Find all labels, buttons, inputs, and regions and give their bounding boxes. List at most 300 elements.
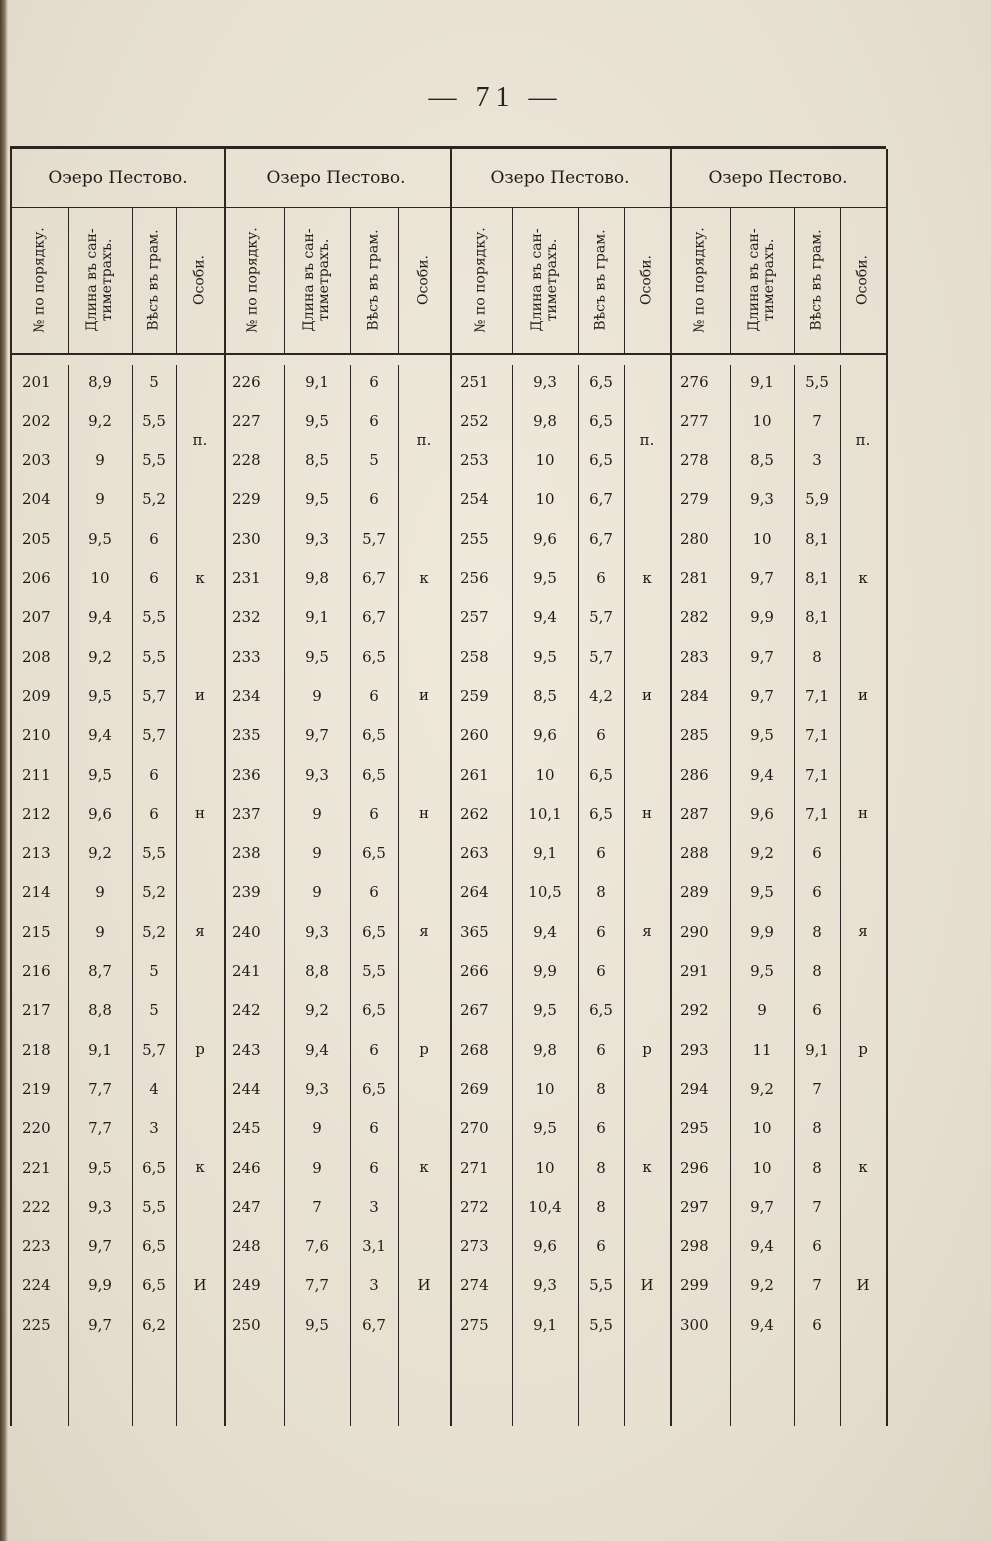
row-number: 231	[232, 569, 261, 587]
row-number: 289	[680, 883, 709, 902]
row-number: 295	[680, 1119, 709, 1138]
row-number: 292	[680, 1001, 709, 1020]
length-value: 9,2	[88, 647, 112, 666]
row-number: 284	[680, 686, 709, 705]
weight-value: 6,7	[362, 1315, 386, 1334]
weight-value: 8	[812, 647, 822, 666]
row-number: 243	[232, 1040, 261, 1059]
length-value: 10	[535, 765, 555, 784]
weight-value: 5,5	[142, 411, 166, 430]
column-header	[624, 207, 670, 353]
row-number: 274	[460, 1276, 489, 1295]
weight-value: 6	[369, 490, 379, 509]
row-number: 287	[680, 804, 709, 823]
weight-value: 5,5	[142, 1197, 166, 1216]
length-value: 9	[95, 883, 105, 902]
length-value: 10	[752, 529, 772, 548]
length-value: 8,9	[88, 372, 112, 391]
length-value: 9,5	[533, 569, 557, 587]
row-number: 365	[460, 922, 489, 941]
length-value: 10,1	[528, 804, 562, 823]
row-number: 226	[232, 372, 261, 391]
column-header-label: Особи.	[854, 255, 871, 305]
length-value: 9,8	[533, 1040, 557, 1059]
length-value: 9,7	[305, 726, 329, 745]
length-value: 9,2	[88, 411, 112, 430]
length-value: 9,4	[750, 1315, 774, 1334]
weight-value: 6	[369, 686, 379, 705]
weight-value: 5,7	[362, 529, 386, 548]
weight-value: 7,1	[805, 726, 829, 745]
row-number: 214	[22, 883, 51, 902]
weight-value: 6	[812, 844, 822, 863]
length-value: 9,2	[750, 1276, 774, 1295]
weight-value: 6,5	[362, 726, 386, 745]
weight-value: 6,5	[362, 922, 386, 941]
group-title: Озеро Пестово.	[222, 149, 450, 208]
row-number: 242	[232, 1001, 261, 1020]
length-value: 9,1	[533, 844, 557, 863]
weight-value: 6	[149, 804, 159, 823]
weight-value: 6,5	[589, 451, 613, 470]
weight-value: 8	[596, 883, 606, 902]
length-value: 9	[312, 1119, 322, 1138]
weight-value: 6,5	[362, 1079, 386, 1098]
row-number: 240	[232, 922, 261, 941]
length-value: 9	[95, 490, 105, 509]
column-header-label: Длина въ сан-тиметрахъ.	[746, 228, 777, 332]
species-letter: И	[193, 1275, 207, 1294]
weight-value: 6,5	[362, 1001, 386, 1020]
row-number: 300	[680, 1315, 709, 1334]
length-value: 9,7	[750, 686, 774, 705]
species-letter: я	[642, 922, 652, 941]
length-value: 9,8	[533, 411, 557, 430]
group-title: Оэеро Пестово.	[12, 149, 224, 208]
weight-value: 7,1	[805, 765, 829, 784]
length-value: 9	[312, 883, 322, 902]
length-value: 9,5	[305, 411, 329, 430]
row-number: 204	[22, 490, 51, 509]
weight-value: 5,5	[142, 647, 166, 666]
column-header-label: Особи.	[191, 255, 208, 305]
row-number: 213	[22, 844, 51, 863]
length-value: 9,5	[305, 1315, 329, 1334]
column-header	[350, 207, 399, 353]
row-number: 260	[460, 726, 489, 745]
row-number: 263	[460, 844, 489, 863]
weight-value: 6,5	[589, 765, 613, 784]
species-letter: к	[642, 1158, 652, 1176]
length-value: 7,7	[88, 1119, 112, 1138]
row-number: 294	[680, 1079, 709, 1098]
length-value: 9,6	[88, 804, 112, 823]
data-table	[10, 146, 886, 1426]
species-letter: к	[642, 568, 652, 587]
data-column	[512, 365, 579, 1426]
species-letter: п.	[639, 430, 655, 449]
weight-value: 6,5	[589, 372, 613, 391]
row-number: 244	[232, 1079, 261, 1098]
weight-value: 8,1	[805, 569, 829, 587]
length-value: 9,1	[88, 1040, 112, 1059]
length-value: 9,4	[305, 1040, 329, 1059]
length-value: 8,5	[750, 451, 774, 470]
row-number: 239	[232, 883, 261, 902]
length-value: 8,8	[88, 1001, 112, 1020]
weight-value: 6	[596, 1119, 606, 1138]
row-number: 276	[680, 372, 709, 391]
data-column	[68, 365, 133, 1426]
length-value: 9,9	[750, 922, 774, 941]
length-value: 9,9	[750, 608, 774, 627]
row-number: 238	[232, 844, 261, 863]
row-number: 254	[460, 490, 489, 509]
row-number: 277	[680, 411, 709, 430]
row-number: 261	[460, 765, 489, 784]
column-header-row	[450, 207, 670, 355]
row-number: 221	[22, 1158, 51, 1177]
row-number: 232	[232, 608, 261, 627]
column-header	[132, 207, 177, 353]
weight-value: 5,2	[142, 922, 166, 941]
weight-value: 5,2	[142, 490, 166, 509]
length-value: 9,3	[750, 490, 774, 509]
row-number: 272	[460, 1197, 489, 1216]
length-value: 9	[312, 844, 322, 863]
book-spine-shadow	[0, 0, 8, 1541]
length-value: 10	[752, 411, 772, 430]
row-number: 202	[22, 411, 51, 430]
length-value: 7	[312, 1197, 322, 1216]
length-value: 9,5	[88, 765, 112, 784]
data-column	[284, 365, 351, 1426]
weight-value: 6	[812, 1315, 822, 1334]
weight-value: 7	[812, 411, 822, 430]
weight-value: 5,5	[589, 1315, 613, 1334]
weight-value: 5,7	[142, 726, 166, 745]
species-letter: р	[858, 1040, 868, 1059]
length-value: 9,3	[305, 1079, 329, 1098]
species-letter: п.	[416, 430, 432, 449]
row-number: 286	[680, 765, 709, 784]
weight-value: 6	[369, 372, 379, 391]
lake-group-2	[222, 149, 452, 1426]
weight-value: 3	[812, 451, 822, 470]
row-number: 268	[460, 1040, 489, 1059]
weight-value: 6	[149, 569, 159, 587]
row-number: 241	[232, 962, 261, 980]
weight-value: 5,5	[142, 844, 166, 863]
column-header-label: Длина въ сан-тиметрахъ.	[301, 228, 332, 332]
row-number: 262	[460, 804, 489, 823]
length-value: 8,7	[88, 962, 112, 980]
length-value: 9	[757, 1001, 767, 1020]
weight-value: 3,1	[362, 1237, 386, 1256]
data-column	[12, 365, 69, 1426]
row-number: 253	[460, 451, 489, 470]
length-value: 9,5	[533, 647, 557, 666]
length-value: 9,4	[88, 608, 112, 627]
length-value: 9,3	[305, 922, 329, 941]
species-letter: н	[195, 804, 205, 823]
length-value: 9,4	[750, 765, 774, 784]
weight-value: 6,5	[362, 844, 386, 863]
weight-value: 6	[812, 1237, 822, 1256]
weight-value: 6	[596, 1040, 606, 1059]
row-number: 222	[22, 1197, 51, 1216]
column-header-label: № по порядку.	[244, 227, 261, 333]
row-number: 255	[460, 529, 489, 548]
weight-value: 6,5	[142, 1276, 166, 1295]
row-number: 271	[460, 1158, 489, 1177]
data-column	[350, 365, 399, 1426]
weight-value: 9,1	[805, 1040, 829, 1059]
length-value: 9,1	[305, 608, 329, 627]
row-number: 216	[22, 962, 51, 980]
row-number: 224	[22, 1276, 51, 1295]
species-column	[624, 365, 670, 1426]
weight-value: 7,1	[805, 686, 829, 705]
weight-value: 6	[596, 726, 606, 745]
length-value: 9,9	[533, 962, 557, 980]
row-number: 230	[232, 529, 261, 548]
species-letter: И	[417, 1275, 431, 1294]
row-number: 249	[232, 1276, 261, 1295]
weight-value: 8	[812, 962, 822, 980]
row-number: 283	[680, 647, 709, 666]
row-number: 201	[22, 372, 51, 391]
row-number: 206	[22, 569, 51, 587]
weight-value: 7	[812, 1276, 822, 1295]
species-letter: и	[195, 686, 205, 705]
length-value: 9,5	[533, 1001, 557, 1020]
row-number: 235	[232, 726, 261, 745]
row-number: 211	[22, 765, 51, 784]
column-header	[284, 207, 351, 353]
column-header-label: Особи.	[415, 255, 432, 305]
data-column	[132, 365, 177, 1426]
weight-value: 5	[149, 1001, 159, 1020]
length-value: 9	[312, 686, 322, 705]
column-header	[450, 207, 513, 353]
species-letter: р	[642, 1040, 652, 1059]
column-header	[12, 207, 69, 353]
column-header-label: № по порядку.	[31, 227, 48, 333]
length-value: 9,2	[305, 1001, 329, 1020]
weight-value: 6	[369, 1040, 379, 1059]
row-number: 280	[680, 529, 709, 548]
row-number: 299	[680, 1276, 709, 1295]
length-value: 9,1	[533, 1315, 557, 1334]
length-value: 11	[752, 1040, 772, 1059]
weight-value: 7	[812, 1079, 822, 1098]
data-column	[670, 365, 731, 1426]
species-letter: п.	[192, 430, 208, 449]
length-value: 9,4	[88, 726, 112, 745]
length-value: 9,2	[750, 1079, 774, 1098]
row-number: 278	[680, 451, 709, 470]
row-number: 291	[680, 962, 709, 980]
data-column	[450, 365, 513, 1426]
weight-value: 6,5	[362, 765, 386, 784]
species-letter: к	[419, 1158, 429, 1176]
row-number: 208	[22, 647, 51, 666]
row-number: 288	[680, 844, 709, 863]
weight-value: 6,7	[362, 608, 386, 627]
weight-value: 4	[149, 1079, 159, 1098]
weight-value: 5,5	[142, 451, 166, 470]
row-number: 219	[22, 1079, 51, 1098]
weight-value: 5	[149, 962, 159, 980]
length-value: 9,5	[750, 962, 774, 980]
row-number: 233	[232, 647, 261, 666]
length-value: 10,4	[528, 1197, 562, 1216]
row-number: 257	[460, 608, 489, 627]
weight-value: 8	[596, 1197, 606, 1216]
row-number: 279	[680, 490, 709, 509]
weight-value: 5,7	[142, 1040, 166, 1059]
length-value: 9,9	[88, 1276, 112, 1295]
column-header-label: № по порядку.	[691, 227, 708, 333]
length-value: 9,4	[533, 922, 557, 941]
length-value: 7,7	[305, 1276, 329, 1295]
column-header	[398, 207, 450, 353]
row-number: 273	[460, 1237, 489, 1256]
column-header-row	[670, 207, 886, 355]
length-value: 9,1	[750, 372, 774, 391]
length-value: 9,3	[305, 765, 329, 784]
row-number: 264	[460, 883, 489, 902]
species-letter: и	[858, 686, 868, 705]
row-number: 228	[232, 451, 261, 470]
weight-value: 6,7	[589, 490, 613, 509]
row-number: 236	[232, 765, 261, 784]
row-number: 269	[460, 1079, 489, 1098]
length-value: 9,5	[305, 490, 329, 509]
length-value: 9,2	[88, 844, 112, 863]
weight-value: 6	[812, 883, 822, 902]
row-number: 270	[460, 1119, 489, 1138]
length-value: 9,7	[750, 569, 774, 587]
length-value: 9,7	[88, 1237, 112, 1256]
row-number: 210	[22, 726, 51, 745]
row-number: 282	[680, 608, 709, 627]
length-value: 9,6	[533, 529, 557, 548]
weight-value: 6	[369, 411, 379, 430]
length-value: 9	[95, 922, 105, 941]
weight-value: 3	[369, 1276, 379, 1295]
weight-value: 6	[369, 1119, 379, 1138]
length-value: 9,7	[88, 1315, 112, 1334]
weight-value: 5	[369, 451, 379, 470]
length-value: 8,5	[305, 451, 329, 470]
weight-value: 5,7	[589, 608, 613, 627]
species-column	[840, 365, 886, 1426]
species-letter: к	[419, 568, 429, 587]
row-number: 225	[22, 1315, 51, 1334]
length-value: 9,5	[88, 1158, 112, 1177]
length-value: 9,6	[533, 726, 557, 745]
row-number: 250	[232, 1315, 261, 1334]
data-column	[794, 365, 841, 1426]
row-number: 220	[22, 1119, 51, 1138]
weight-value: 6,5	[589, 411, 613, 430]
length-value: 10	[535, 1079, 555, 1098]
weight-value: 5,5	[362, 962, 386, 980]
lake-group-1	[10, 149, 226, 1426]
row-number: 246	[232, 1158, 261, 1177]
length-value: 9,3	[533, 1276, 557, 1295]
row-number: 223	[22, 1237, 51, 1256]
length-value: 9,4	[533, 608, 557, 627]
data-column	[730, 365, 795, 1426]
length-value: 10	[752, 1119, 772, 1138]
data-column	[222, 365, 285, 1426]
weight-value: 7	[812, 1197, 822, 1216]
weight-value: 6	[149, 765, 159, 784]
column-header-label: Вѣсъ въ грам.	[365, 229, 382, 331]
species-letter: п.	[855, 430, 871, 449]
species-letter: р	[419, 1040, 429, 1059]
weight-value: 6,7	[589, 529, 613, 548]
weight-value: 6,5	[589, 1001, 613, 1020]
length-value: 9,5	[750, 883, 774, 902]
weight-value: 8	[596, 1079, 606, 1098]
weight-value: 4,2	[589, 686, 613, 705]
row-number: 296	[680, 1158, 709, 1177]
row-number: 212	[22, 804, 51, 823]
row-number: 237	[232, 804, 261, 823]
species-letter: р	[195, 1040, 205, 1059]
length-value: 10	[535, 490, 555, 509]
row-number: 266	[460, 962, 489, 980]
species-letter: и	[642, 686, 652, 705]
column-header-label: Вѣсъ въ грам.	[592, 229, 609, 331]
weight-value: 8	[812, 922, 822, 941]
row-number: 205	[22, 529, 51, 548]
column-header	[68, 207, 133, 353]
weight-value: 6	[369, 1158, 379, 1177]
row-number: 209	[22, 686, 51, 705]
row-number: 285	[680, 726, 709, 745]
weight-value: 6,5	[362, 647, 386, 666]
weight-value: 6	[596, 569, 606, 587]
species-letter: н	[642, 804, 652, 823]
length-value: 9,6	[750, 804, 774, 823]
group-title: Озеро Пестово.	[450, 149, 670, 208]
row-number: 267	[460, 1001, 489, 1020]
row-number: 290	[680, 922, 709, 941]
row-number: 215	[22, 922, 51, 941]
weight-value: 6	[369, 804, 379, 823]
row-number: 256	[460, 569, 489, 587]
species-letter: И	[640, 1275, 654, 1294]
length-value: 9,1	[305, 372, 329, 391]
row-number: 259	[460, 686, 489, 705]
weight-value: 3	[149, 1119, 159, 1138]
column-header-label: Вѣсъ въ грам.	[808, 229, 825, 331]
weight-value: 6,5	[589, 804, 613, 823]
length-value: 8,5	[533, 686, 557, 705]
lake-group-4	[670, 149, 888, 1426]
weight-value: 7,1	[805, 804, 829, 823]
weight-value: 5	[149, 372, 159, 391]
row-number: 252	[460, 411, 489, 430]
weight-value: 5,7	[142, 686, 166, 705]
weight-value: 5,9	[805, 490, 829, 509]
length-value: 9,8	[305, 569, 329, 587]
